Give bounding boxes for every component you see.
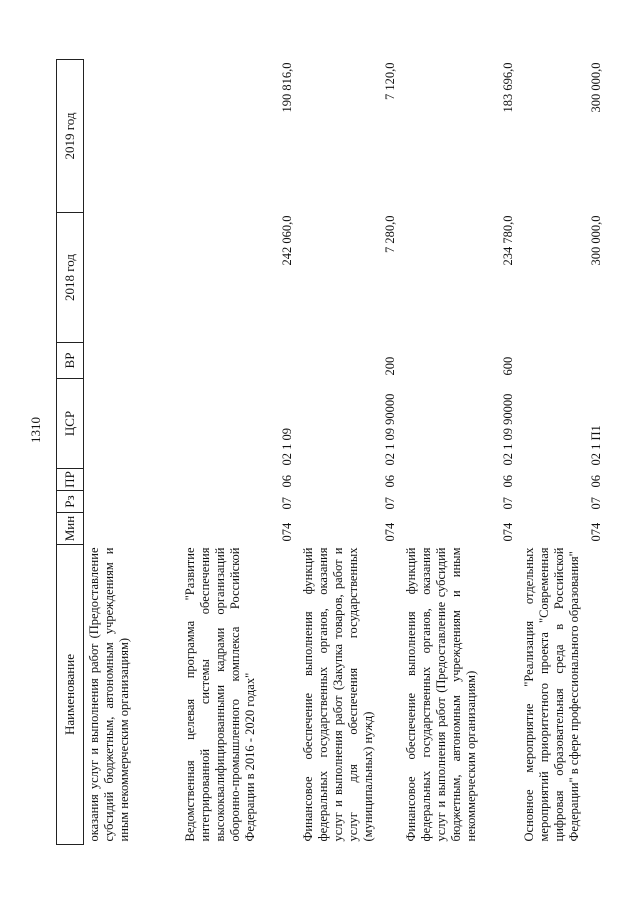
header-pr: ПР <box>57 469 84 491</box>
table-header <box>57 60 84 845</box>
page-number: 1310 <box>28 417 43 443</box>
row-2018: 242 060,0 <box>280 215 294 266</box>
row-rz: 07 <box>383 497 397 510</box>
row-2019: 183 696,0 <box>501 62 515 113</box>
row-2019: 7 120,0 <box>383 62 397 100</box>
row-csr: 02 1 09 90000 <box>501 393 515 466</box>
table-row <box>298 60 401 845</box>
header-name: Наименование <box>57 545 84 845</box>
header-2018: 2018 год <box>57 213 84 343</box>
table-row <box>180 60 298 845</box>
row-name: Основное мероприятие "Реализация отдельных мероприятий приоритетного проекта "Современная цифровая образовательная среда в Российской Федерации" в сфере профессионального образования" <box>522 547 581 842</box>
row-pr: 06 <box>589 475 603 488</box>
table-row <box>519 60 607 845</box>
row-rz: 07 <box>501 497 515 510</box>
row-name: Ведомственная целевая программа "Развитие интегрированной системы обеспечения высококвалифицированными кадрами организаций оборонно-промышленного комплекса Российской Федерации в 2016 - 2020 годах" <box>183 547 257 842</box>
row-2019 <box>84 60 181 213</box>
header-2019: 2019 год <box>57 60 84 213</box>
row-pr: 06 <box>501 475 515 488</box>
row-2019: 300 000,0 <box>589 62 603 113</box>
row-min: 074 <box>280 522 294 542</box>
row-2018: 7 280,0 <box>383 215 397 253</box>
table-row <box>401 60 519 845</box>
row-csr: 02 1 09 90000 <box>383 393 397 466</box>
row-min: 074 <box>589 522 603 542</box>
row-rz <box>84 491 181 513</box>
row-rz: 07 <box>280 497 294 510</box>
table-row <box>84 60 181 845</box>
row-vr <box>519 343 607 379</box>
row-rz: 07 <box>589 497 603 510</box>
row-min <box>84 513 181 545</box>
row-csr <box>84 379 181 469</box>
row-csr: 02 1 П1 <box>589 425 603 466</box>
row-name: Финансовое обеспечение выполнения функций федеральных государственных органов, оказания услуг и выполнения работ (Предоставление субсидий бюджетным, автономным учреждениям и иным некоммерческим организациям) <box>404 547 478 842</box>
row-vr <box>84 343 181 379</box>
row-2019: 190 816,0 <box>280 62 294 113</box>
header-csr: ЦСР <box>57 379 84 469</box>
row-min: 074 <box>501 522 515 542</box>
row-csr: 02 1 09 <box>280 428 294 466</box>
rotated-table-wrapper <box>56 60 603 845</box>
row-vr: 600 <box>501 356 515 376</box>
row-2018: 300 000,0 <box>589 215 603 266</box>
header-vr: ВР <box>57 343 84 379</box>
header-min: Мин <box>57 513 84 545</box>
budget-table <box>56 59 607 845</box>
row-pr: 06 <box>280 475 294 488</box>
row-2018: 234 780,0 <box>501 215 515 266</box>
row-name: оказания услуг и выполнения работ (Предоставление субсидий бюджетным, автономным учреждениям и иным некоммерческим организациям) <box>87 547 131 842</box>
row-vr: 200 <box>383 356 397 376</box>
row-name: Финансовое обеспечение выполнения функций федеральных государственных органов, оказания услуг и выполнения работ (Закупка товаров, работ и услуг для обеспечения государственных (муниципальных) нужд) <box>301 547 375 842</box>
row-pr <box>84 469 181 491</box>
row-vr <box>180 343 298 379</box>
row-min: 074 <box>383 522 397 542</box>
row-pr: 06 <box>383 475 397 488</box>
header-rz: Рз <box>57 491 84 513</box>
row-2018 <box>84 213 181 343</box>
